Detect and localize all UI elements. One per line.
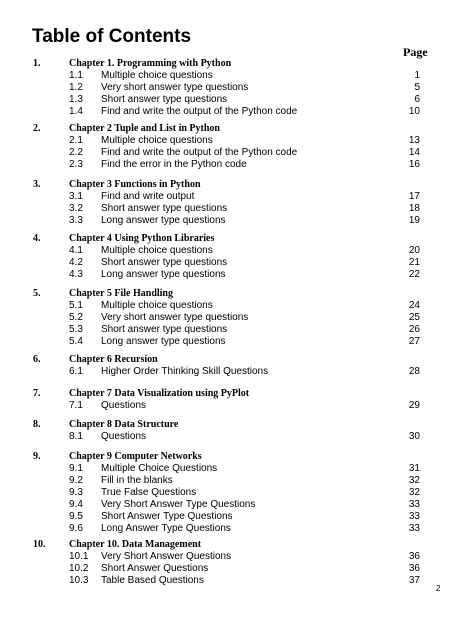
section-title: Multiple choice questions <box>101 300 213 311</box>
section-page-number: 33 <box>408 523 420 534</box>
section-title: Table Based Questions <box>101 575 204 586</box>
section-title: Questions <box>101 400 147 411</box>
section-page-number: 21 <box>408 257 420 268</box>
chapter-number: 7. <box>33 388 41 399</box>
section-title: Long Answer Type Questions <box>101 523 231 534</box>
section-number: 9.1 <box>69 463 83 474</box>
page-title: Table of Contents <box>32 26 192 47</box>
section-number: 5.1 <box>69 300 83 311</box>
section-page-number: 32 <box>408 487 420 498</box>
chapter-number: 1. <box>33 58 41 69</box>
page-column-header: Page <box>403 45 428 59</box>
section-page-number: 20 <box>408 245 420 256</box>
section-title: Very short answer type questions <box>101 312 249 323</box>
chapter-title: Chapter 2 Tuple and List in Python <box>69 123 220 134</box>
section-title: Long answer type questions <box>101 269 226 280</box>
section-page-number: 33 <box>408 499 420 510</box>
section-page-number: 1 <box>414 70 420 81</box>
section-page-number: 29 <box>408 400 420 411</box>
section-page-number: 6 <box>414 94 420 105</box>
section-number: 3.2 <box>69 203 83 214</box>
section-page-number: 24 <box>408 300 420 311</box>
section-number: 1.2 <box>69 82 83 93</box>
section-number: 1.1 <box>69 70 83 81</box>
section-title: True False Questions <box>101 487 197 498</box>
section-number: 5.3 <box>69 324 83 335</box>
section-page-number: 31 <box>408 463 420 474</box>
section-number: 9.4 <box>69 499 83 510</box>
section-page-number: 18 <box>408 203 420 214</box>
chapter-title: Chapter 5 File Handling <box>69 288 173 299</box>
section-number: 7.1 <box>69 400 83 411</box>
section-title: Fill in the blanks <box>101 475 173 486</box>
chapter-title: Chapter 7 Data Visualization using PyPlot <box>69 388 250 399</box>
section-title: Multiple Choice Questions <box>101 463 218 474</box>
chapter-title: Chapter 9 Computer Networks <box>69 451 202 462</box>
section-page-number: 10 <box>408 106 420 117</box>
section-title: Long answer type questions <box>101 215 226 226</box>
section-number: 3.3 <box>69 215 83 226</box>
chapter-title: Chapter 1. Programming with Python <box>69 58 232 69</box>
section-number: 9.5 <box>69 511 83 522</box>
section-page-number: 37 <box>408 575 420 586</box>
section-title: Multiple choice questions <box>101 70 213 81</box>
section-page-number: 36 <box>408 551 420 562</box>
section-title: Find and write output <box>101 191 195 202</box>
section-page-number: 32 <box>408 475 420 486</box>
section-title: Very short answer type questions <box>101 82 249 93</box>
section-page-number: 26 <box>408 324 420 335</box>
chapter-title: Chapter 8 Data Structure <box>69 419 179 430</box>
footer-page-number: 2 <box>436 584 441 593</box>
section-title: Find the error in the Python code <box>101 159 247 170</box>
section-number: 5.2 <box>69 312 83 323</box>
section-number: 3.1 <box>69 191 83 202</box>
chapter-title: Chapter 3 Functions in Python <box>69 179 201 190</box>
chapter-number: 4. <box>33 233 41 244</box>
section-number: 9.2 <box>69 475 83 486</box>
section-number: 8.1 <box>69 431 83 442</box>
section-page-number: 13 <box>408 135 420 146</box>
section-number: 2.1 <box>69 135 83 146</box>
chapter-number: 8. <box>33 419 41 430</box>
section-title: Very Short Answer Questions <box>101 551 232 562</box>
chapter-number: 10. <box>33 539 46 550</box>
section-title: Find and write the output of the Python code <box>101 106 298 117</box>
chapter-title: Chapter 4 Using Python Libraries <box>69 233 215 244</box>
section-page-number: 36 <box>408 563 420 574</box>
section-number: 4.1 <box>69 245 83 256</box>
section-page-number: 16 <box>408 159 420 170</box>
section-page-number: 25 <box>408 312 420 323</box>
chapter-number: 9. <box>33 451 41 462</box>
section-title: Multiple choice questions <box>101 245 213 256</box>
section-page-number: 33 <box>408 511 420 522</box>
section-page-number: 30 <box>408 431 420 442</box>
section-number: 5.4 <box>69 336 83 347</box>
section-number: 1.3 <box>69 94 83 105</box>
chapter-number: 3. <box>33 179 41 190</box>
section-title: Find and write the output of the Python code <box>101 147 298 158</box>
section-title: Multiple choice questions <box>101 135 213 146</box>
section-title: Short answer type questions <box>101 94 228 105</box>
section-page-number: 14 <box>408 147 420 158</box>
section-number: 2.3 <box>69 159 83 170</box>
section-number: 10.2 <box>69 563 89 574</box>
section-page-number: 28 <box>408 366 420 377</box>
section-title: Questions <box>101 431 147 442</box>
section-page-number: 27 <box>408 336 420 347</box>
section-page-number: 19 <box>408 215 420 226</box>
section-title: Very Short Answer Type Questions <box>101 499 256 510</box>
section-title: Long answer type questions <box>101 336 226 347</box>
section-title: Higher Order Thinking Skill Questions <box>101 366 269 377</box>
section-number: 10.3 <box>69 575 89 586</box>
section-title: Short Answer Questions <box>101 563 209 574</box>
section-title: Short answer type questions <box>101 257 228 268</box>
section-title: Short Answer Type Questions <box>101 511 233 522</box>
chapter-number: 6. <box>33 354 41 365</box>
section-page-number: 17 <box>408 191 420 202</box>
chapter-title: Chapter 10. Data Management <box>69 539 202 550</box>
section-page-number: 5 <box>414 82 420 93</box>
section-title: Short answer type questions <box>101 324 228 335</box>
section-number: 9.3 <box>69 487 83 498</box>
chapter-number: 5. <box>33 288 41 299</box>
section-number: 4.2 <box>69 257 83 268</box>
section-number: 1.4 <box>69 106 83 117</box>
chapter-number: 2. <box>33 123 41 134</box>
chapter-title: Chapter 6 Recursion <box>69 354 158 365</box>
section-number: 2.2 <box>69 147 83 158</box>
section-number: 4.3 <box>69 269 83 280</box>
section-number: 10.1 <box>69 551 89 562</box>
section-title: Short answer type questions <box>101 203 228 214</box>
section-number: 6.1 <box>69 366 83 377</box>
section-page-number: 22 <box>408 269 420 280</box>
section-number: 9.6 <box>69 523 83 534</box>
